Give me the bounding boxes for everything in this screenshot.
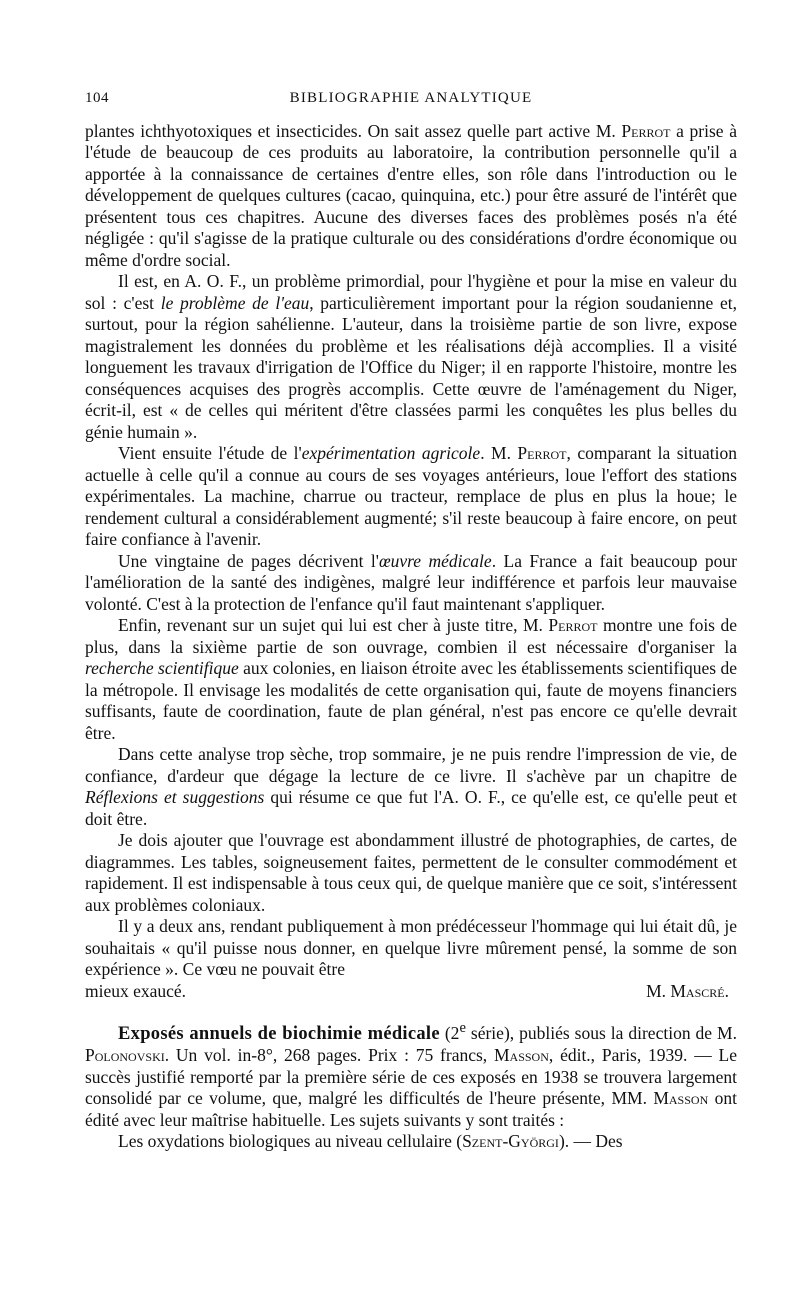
author-name: Szent-Györgi <box>462 1131 559 1152</box>
paragraph-8: Il y a deux ans, rendant publiquement à mon prédécesseur l'hommage qui lui était dû, je souhaitais « qu'il puisse nous donner, en quelque livre mûrement pensé, la somme de son expérience ». Ce vœu ne pouvait être <box>85 916 737 979</box>
author-name: Perrot <box>621 120 671 141</box>
running-title: BIBLIOGRAPHIE ANALYTIQUE <box>289 90 533 106</box>
paragraph-5: Enfin, revenant sur un sujet qui lui est cher à juste titre, M. Perrot montre une fois de plus, dans la sixième partie de son ouvrage, combien il est nécessaire d'organiser la recherche scientifique aux colonies, en liaison étroite avec les établissements scientifiques de la métropole. Il envisage les modalités de cette organisation qui, faute de moyens financiers suffisants, faute de coordination, faute de plan général, n'est pas encore ce qu'elle devrait être. <box>85 615 737 743</box>
author-name: Perrot <box>548 615 598 635</box>
paragraph-4: Une vingtaine de pages décrivent l'œuvre médicale. La France a fait beaucoup pour l'amélioration de la santé des indigènes, malgré leur indifférence et parfois leur mauvaise volonté. C'est à la protection de l'enfance qu'il faut maintenant s'appliquer. <box>85 550 737 614</box>
review-biochimie <box>85 1018 737 1153</box>
paragraph-2: Il est, en A. O. F., un problème primordial, pour l'hygiène et pour la mise en valeur du sol : c'est le problème de l'eau, particulièrement important pour la région soudanienne et, surtout, pour la région sahélienne. L'auteur, dans la troisième partie de son livre, expose magistralement les données du problème et les réalisations déjà accomplies. Il a visité longuement les travaux d'irrigation de l'Office du Niger; il en rapporte l'histoire, montre les conséquences acquises des progrès accomplis. Cette œuvre de l'aménagement du Niger, écrit-il, est « de celles qui méritent d'être classées parmi les conquêtes les plus belles du génie humain ». <box>85 271 737 442</box>
section-divider <box>85 1002 737 1018</box>
paragraph-7: Je dois ajouter que l'ouvrage est abondamment illustré de photographies, de cartes, de diagrammes. Les tables, soigneusement faites, permettent de le consulter commodément et rapidement. Il est indispensable à tous ceux qui, de quelque manière que ce soit, s'intéressent aux problèmes coloniaux. <box>85 830 737 915</box>
paragraph-1: plantes ichthyotoxiques et insecticides. On sait assez quelle part active M. Perrot a prise à l'étude de beaucoup de ces produits au laboratoire, la contribution personnelle qu'il a apportée à la connaissance de certaines d'entre elles, son rôle dans l'introduction ou le développement de quelques cultures (cacao, quinquina, etc.) pour être assuré de l'intérêt que présentent tous ces chapitres. Aucune des diverses faces des problèmes posés n'a été négligée : qu'il s'agisse de la pratique culturale ou des considérations d'ordre économique ou même d'ordre social. <box>85 120 737 270</box>
paragraph-topics: Les oxydations biologiques au niveau cellulaire (Szent-Györgi). — Des <box>118 1131 623 1152</box>
page-number: 104 <box>85 90 109 106</box>
publisher-name: Masson <box>653 1088 709 1109</box>
document-page <box>85 88 737 1153</box>
book-title: Exposés annuels de biochimie médicale <box>118 1023 440 1044</box>
page-header <box>85 88 737 110</box>
publisher-name: Masson <box>493 1045 549 1066</box>
author-name: Perrot <box>517 443 567 463</box>
closing-text: mieux exaucé. <box>85 980 187 1001</box>
paragraph-6: Dans cette analyse trop sèche, trop sommaire, je ne puis rendre l'impression de vie, de confiance, d'ardeur que dégage la lecture de ce livre. Il s'achève par un chapitre de Réflexions et suggestions qui résume ce que fut l'A. O. F., ce qu'elle est, ce qu'elle peut et doit être. <box>85 744 737 829</box>
reviewer-signature: M. Mascré. <box>646 980 729 1001</box>
editor-name: Polonovski <box>85 1045 165 1066</box>
review-perrot <box>85 121 737 1003</box>
paragraph-3: Vient ensuite l'étude de l'expérimentation agricole. M. Perrot, comparant la situation actuelle à celle qu'il a connue au cours de ses voyages antérieurs, loue l'effort des stations expérimentales. La machine, charrue ou tracteur, remplace de plus en plus la houe; le rendement cultural a considérablement augmenté; s'il reste beaucoup à faire encore, on peut faire confiance à l'avenir. <box>85 443 738 549</box>
book-entry: Exposés annuels de biochimie médicale (2e série), publiés sous la direction de M. Polonovski. Un vol. in-8°, 268 pages. Prix : 75 francs, Masson, édit., Paris, 1939. — Le succès justifié remporté par la première série de ces exposés en 1938 se trouvera largement consolidé par ce volume, que, malgré les difficultés de l'heure présente, MM. Masson ont édité avec leur maîtrise habituelle. Les sujets suivants y sont traités : <box>85 1020 737 1130</box>
signature-line <box>85 981 737 1003</box>
